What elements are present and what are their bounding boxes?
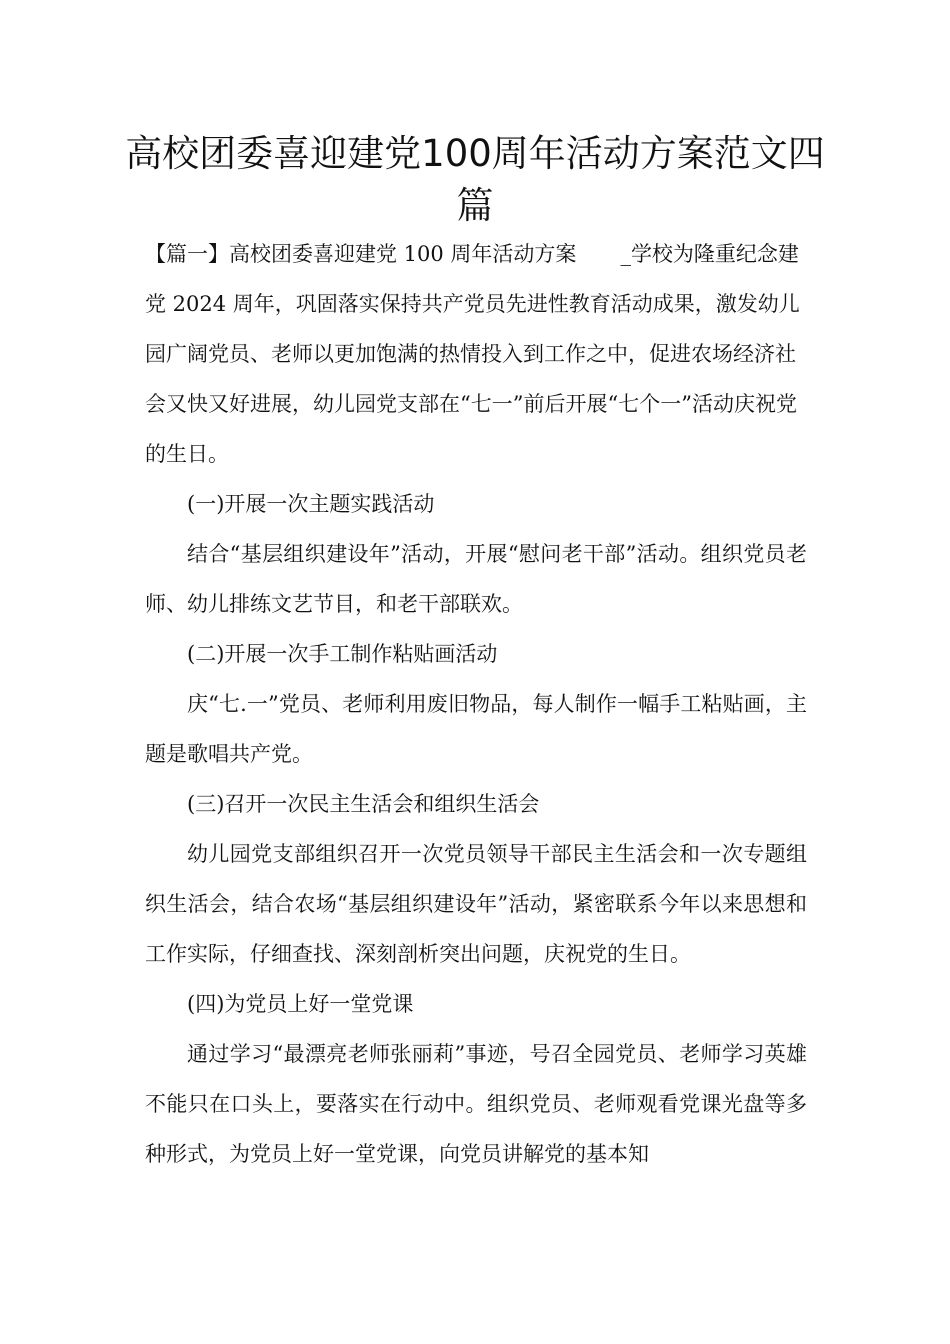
document-body: [145, 229, 807, 1179]
intro-label: 【篇一】高校团委喜迎建党 100 周年活动方案: [145, 242, 577, 266]
section-heading-4: (四)为党员上好一堂党课: [187, 992, 414, 1016]
intro-paragraph: [145, 229, 807, 479]
intro-text: _学校为隆重纪念建党 2024 周年，巩固落实保持共产党员先进性教育活动成果，激发幼儿园广阔党员、老师以更加饱满的热情投入到工作之中，促进农场经济社会又快又好进展，幼儿园党支部在“七一”前后开展“七个一”活动庆祝党的生日。: [145, 242, 800, 466]
section-body-4: 通过学习“最漂亮老师张丽莉”事迹，号召全园党员、老师学习英雄不能只在口头上，要落实在行动中。组织党员、老师观看党课光盘等多种形式，为党员上好一堂党课，向党员讲解党的基本知: [145, 1042, 807, 1166]
document-title: 高校团委喜迎建党100周年活动方案范文四篇: [125, 132, 825, 227]
section-body-1: 结合“基层组织建设年”活动，开展“慰问老干部”活动。组织党员老师、幼儿排练文艺节目，和老干部联欢。: [145, 542, 807, 616]
section-body-3: 幼儿园党支部组织召开一次党员领导干部民主生活会和一次专题组织生活会，结合农场“基层组织建设年”活动，紧密联系今年以来思想和工作实际，仔细查找、深刻剖析突出问题，庆祝党的生日。: [145, 842, 807, 966]
section-heading-1: (一)开展一次主题实践活动: [187, 492, 435, 516]
section-body-2: 庆“七.一”党员、老师利用废旧物品，每人制作一幅手工粘贴画，主题是歌唱共产党。: [145, 692, 807, 766]
section-heading-2: (二)开展一次手工制作粘贴画活动: [187, 642, 498, 666]
section-heading-3: (三)召开一次民主生活会和组织生活会: [187, 792, 540, 816]
